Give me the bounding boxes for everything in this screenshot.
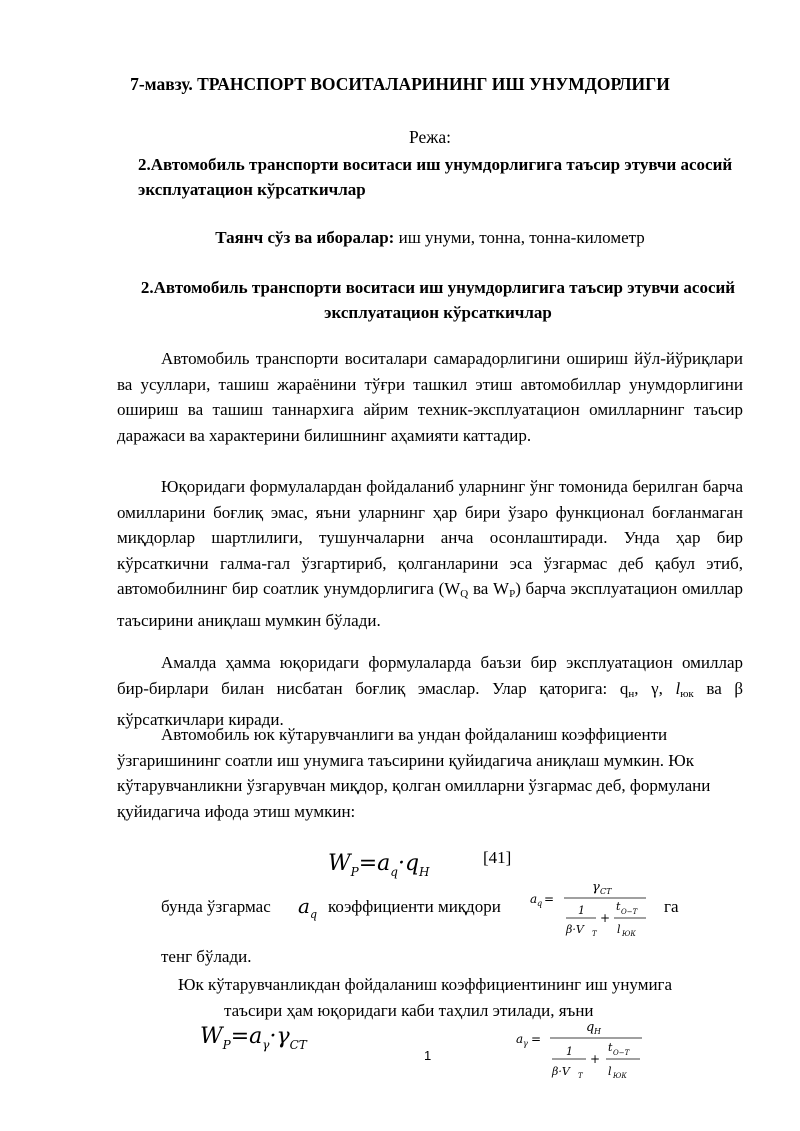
- plan-item: 2.Автомобиль транспорти воситаси иш унумдорлигига таъсир этувчи асосий эксплуатацион кўрсаткичлар: [138, 155, 733, 199]
- formula2-w: W: [200, 1024, 223, 1049]
- frac-ag-beta-v: β·V: [552, 1065, 570, 1078]
- reference-number: [41]: [483, 848, 512, 867]
- subscript-p: P: [509, 588, 516, 600]
- formula2-a-sub: γ: [262, 1038, 270, 1052]
- frac-ag-one: 1: [566, 1045, 573, 1058]
- ga-suffix: га: [664, 897, 679, 916]
- paragraph-2-text-a: Юқоридаги формулалардан фойдаланиб уларнинг ўнг томонида берилган барча омилларини боғлиқ эмас, яъни уларнинг ҳар бири ўзаро функционал боғланмаган миқдорлар шартлилиги, тушунчаларни анча осонлаштиради. Унда ҳар бир кўрсаткични галма-гал ўзгартириб, қолганларини эса ўзгармас деб қабул этиб, автомобилнинг бир соатлик унумдорлигига (W: [117, 477, 743, 598]
- frac-aq-num-sub: CT: [600, 887, 612, 896]
- subscript-yuk: юк: [680, 687, 694, 700]
- paragraph-4: Автомобиль юк кўтарувчанлиги ва ундан фойдаланиш коэффициенти ўзгаришининг соатли иш унумига таъсирини қуйидагича аниқлаш мумкин. Юк кўтарувчанликни ўзгарувчан миқдор, қолган омилларни ўзгармас деб, формулани қуйидагича ифода этиш мумкин:: [117, 725, 711, 821]
- formula2-w-sub: P: [222, 1038, 231, 1052]
- formula-wp-aq: [328, 851, 430, 879]
- formula-w-sub: P: [350, 865, 359, 879]
- paragraph-3-text-b: , γ,: [634, 678, 676, 698]
- frac-ag-num: q: [586, 1020, 595, 1035]
- paragraph-2-text-c: ) барча эксплуатацион омиллар таъсирини аниқлаш мумкин бўлади.: [117, 579, 743, 630]
- paragraph-5: [178, 972, 738, 1023]
- frac-aq-one: 1: [578, 904, 585, 917]
- keywords-line: [60, 228, 800, 248]
- frac-aq-beta-v-sub: T: [592, 930, 597, 938]
- frac-aq-t: t: [616, 900, 621, 913]
- frac-ag-lhs: a: [516, 1032, 524, 1046]
- given-text: бунда ўзгармас: [161, 897, 271, 916]
- plan-label: Режа:: [409, 127, 451, 147]
- formula2-eq: =: [230, 1024, 250, 1049]
- frac-ag-l: l: [608, 1065, 612, 1078]
- formula-w: W: [328, 851, 351, 876]
- frac-aq-t-sub: O−T: [621, 908, 638, 916]
- formula-eq: =: [358, 851, 378, 876]
- section-heading: 2.Автомобиль транспорти воситаси иш унумдорлигига таъсир этувчи асосий эксплуатацион кўрсаткичлар: [140, 278, 736, 322]
- formula-wp-agamma: [200, 1024, 307, 1052]
- formula2-a: a: [249, 1024, 263, 1049]
- formula2-dot: ·: [269, 1024, 277, 1049]
- inline-a-sub: q: [309, 908, 317, 921]
- formula2-gamma-sub: CT: [289, 1038, 307, 1052]
- teng-text: тенг бўлади.: [161, 947, 252, 966]
- subscript-q: Q: [460, 588, 469, 600]
- fraction-aq: [530, 876, 650, 944]
- frac-ag-t-sub: O−T: [613, 1049, 630, 1057]
- frac-ag-plus: +: [590, 1052, 601, 1066]
- formula-a: a: [377, 851, 391, 876]
- paragraph-5-line-1: Юк кўтарувчанликдан фойдаланиш коэффициентининг иш унумига: [178, 975, 673, 994]
- fraction-agamma: [516, 1014, 646, 1086]
- coefficient-text: коэффициенти миқдори: [328, 897, 501, 916]
- formula-q: q: [404, 851, 420, 876]
- formula-a-sub: q: [390, 865, 398, 879]
- frac-ag-t: t: [608, 1041, 613, 1054]
- frac-aq-beta-v: β·V: [566, 923, 584, 936]
- frac-ag-eq: =: [531, 1032, 542, 1046]
- subscript-n: н: [628, 687, 635, 700]
- frac-ag-beta-v-sub: T: [578, 1072, 583, 1080]
- paragraph-5-line-2: таъсири ҳам юқоридаги каби таҳлил этилади, яъни: [224, 1000, 594, 1020]
- paragraph-3-text-c: ва β кўрсаткичлари киради.: [117, 678, 743, 729]
- frac-aq-l-sub: ЮК: [622, 930, 636, 938]
- paragraph-1: Автомобиль транспорти воситалари самарадорлигини ошириш йўл-йўриқлари ва усуллари, ташиш жараёнини тўғри ташкил этиш автомобиллар унумдорлигини ошириш ва ташиш таннархига айрим техник-эксплуатацион омилларнинг таъсир даражаси ва характерини билишнинг аҳамияти каттадир.: [117, 349, 743, 445]
- frac-aq-l: l: [617, 923, 621, 936]
- frac-aq-eq: =: [544, 892, 555, 906]
- frac-aq-plus: +: [600, 911, 611, 925]
- formula-dot: ·: [397, 851, 405, 876]
- inline-a: a: [298, 894, 310, 918]
- inline-aq-symbol: [298, 894, 317, 921]
- page-title: 7-мавзу. ТРАНСПОРТ ВОСИТАЛАРИНИНГ ИШ УНУМДОРЛИГИ: [130, 74, 670, 94]
- frac-ag-lhs-sub: γ: [523, 1039, 528, 1048]
- frac-ag-num-sub: H: [594, 1027, 601, 1036]
- keywords-label: Таянч сўз ва иборалар:: [215, 228, 395, 247]
- paragraph-3-text-a: Амалда ҳамма юқоридаги формулаларда баъзи бир эксплуатацион омиллар бир-бирлари билан нисбатан боғлиқ эмаслар. Улар қаторига: q: [117, 653, 743, 698]
- formula-q-sub: H: [419, 865, 430, 879]
- formula2-gamma: γ: [276, 1024, 290, 1049]
- symbol-l: l: [675, 678, 681, 698]
- paragraph-2-text-b: ва W: [468, 579, 510, 598]
- keywords-text: иш унуми, тонна, тонна-километр: [394, 228, 645, 247]
- frac-ag-l-sub: ЮК: [613, 1072, 627, 1080]
- page-number: 1: [424, 1048, 432, 1063]
- frac-aq-lhs: a: [530, 892, 538, 906]
- frac-aq-lhs-sub: q: [537, 899, 543, 908]
- paragraph-2: [117, 474, 743, 633]
- frac-aq-num: γ: [592, 880, 600, 895]
- paragraph-3: [117, 650, 743, 733]
